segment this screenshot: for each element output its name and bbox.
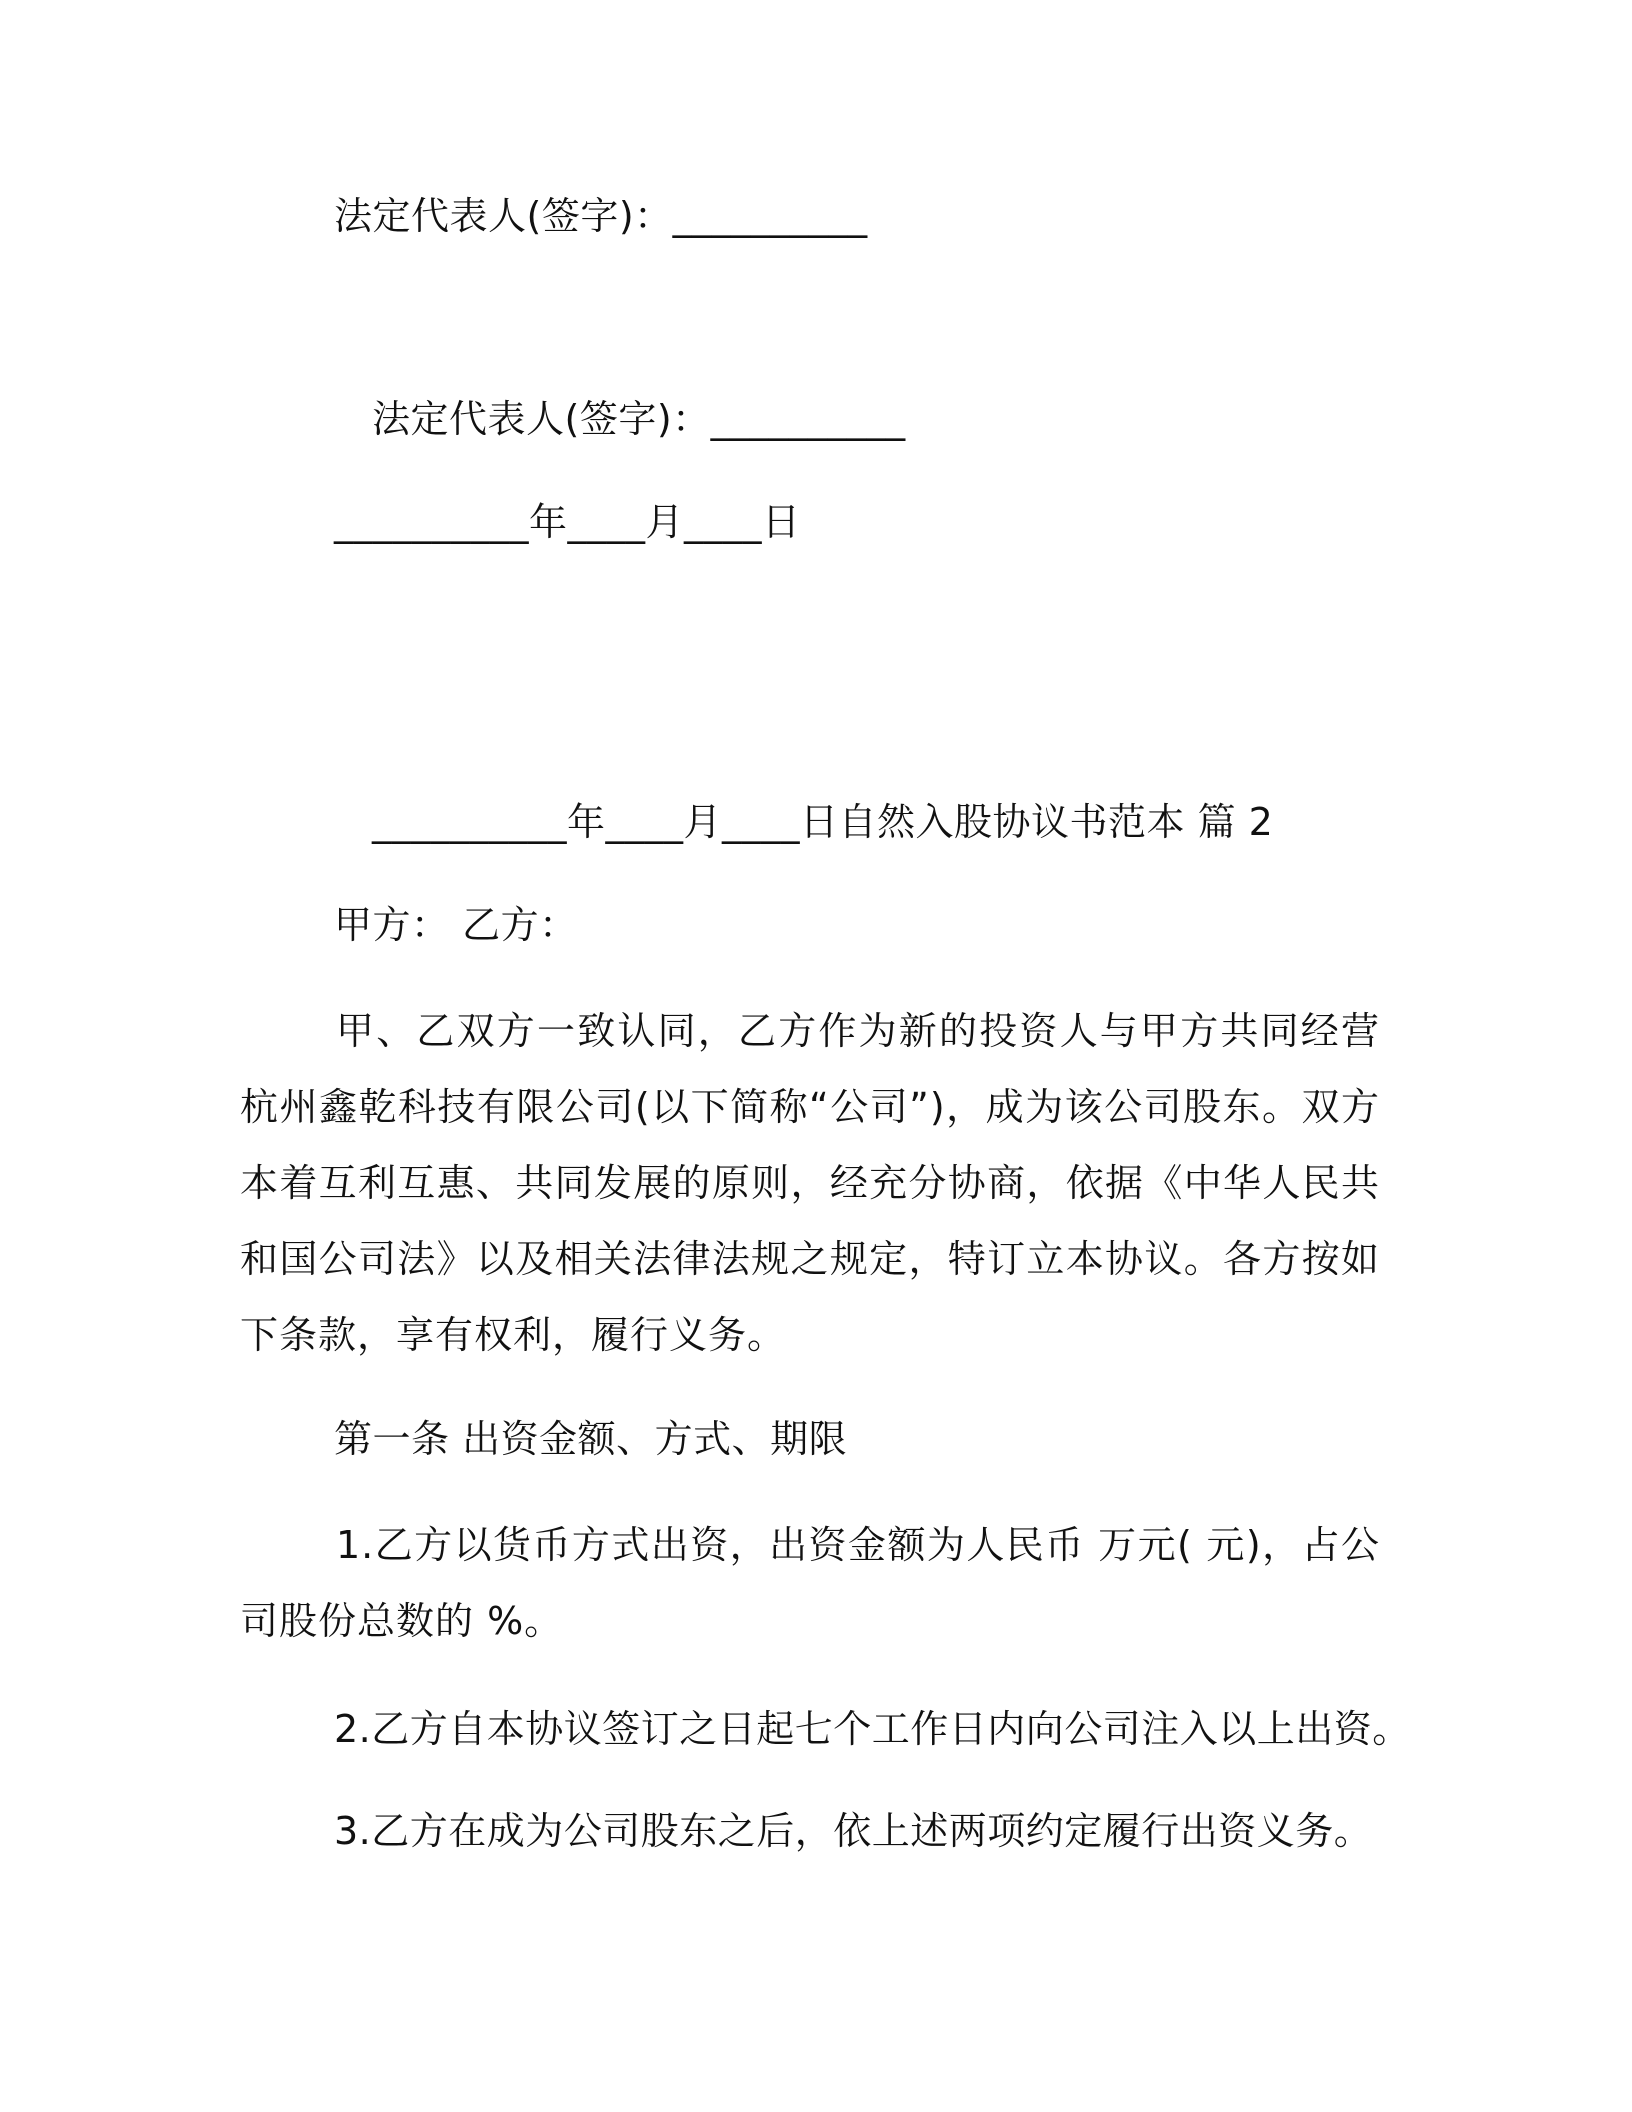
intro-paragraph: 甲、乙双方一致认同，乙方作为新的投资人与甲方共同经营杭州鑫乾科技有限公司(以下简称“公司”)，成为该公司股东。双方本着互利互惠、共同发展的原则，经充分协商，依据《中华人民共和国公司法》以及相关法律法规之规定，特订立本协议。各方按如下条款，享有权利，履行义务。 (240, 1009, 1380, 1357)
clause-2: 2.乙方自本协议签订之日起七个工作日内向公司注入以上出资。 (334, 1707, 1411, 1751)
clause-3: 3.乙方在成为公司股东之后，依上述两项约定履行出资义务。 (334, 1809, 1373, 1853)
parties-line: 甲方： 乙方： (334, 903, 578, 947)
signature-party-a: 法定代表人(签字)：__________ (334, 194, 868, 238)
signature-party-b: 法定代表人(签字)：__________ (372, 397, 906, 441)
signature-date: __________年____月____日 (334, 500, 801, 544)
section-heading: __________年____月____日自然入股协议书范本 篇 2 (372, 800, 1274, 844)
clause-1: 1.乙方以货币方式出资，出资金额为人民币 万元( 元)，占公司股份总数的 %。 (240, 1523, 1380, 1643)
article-1-title: 第一条 出资金额、方式、期限 (334, 1417, 848, 1461)
